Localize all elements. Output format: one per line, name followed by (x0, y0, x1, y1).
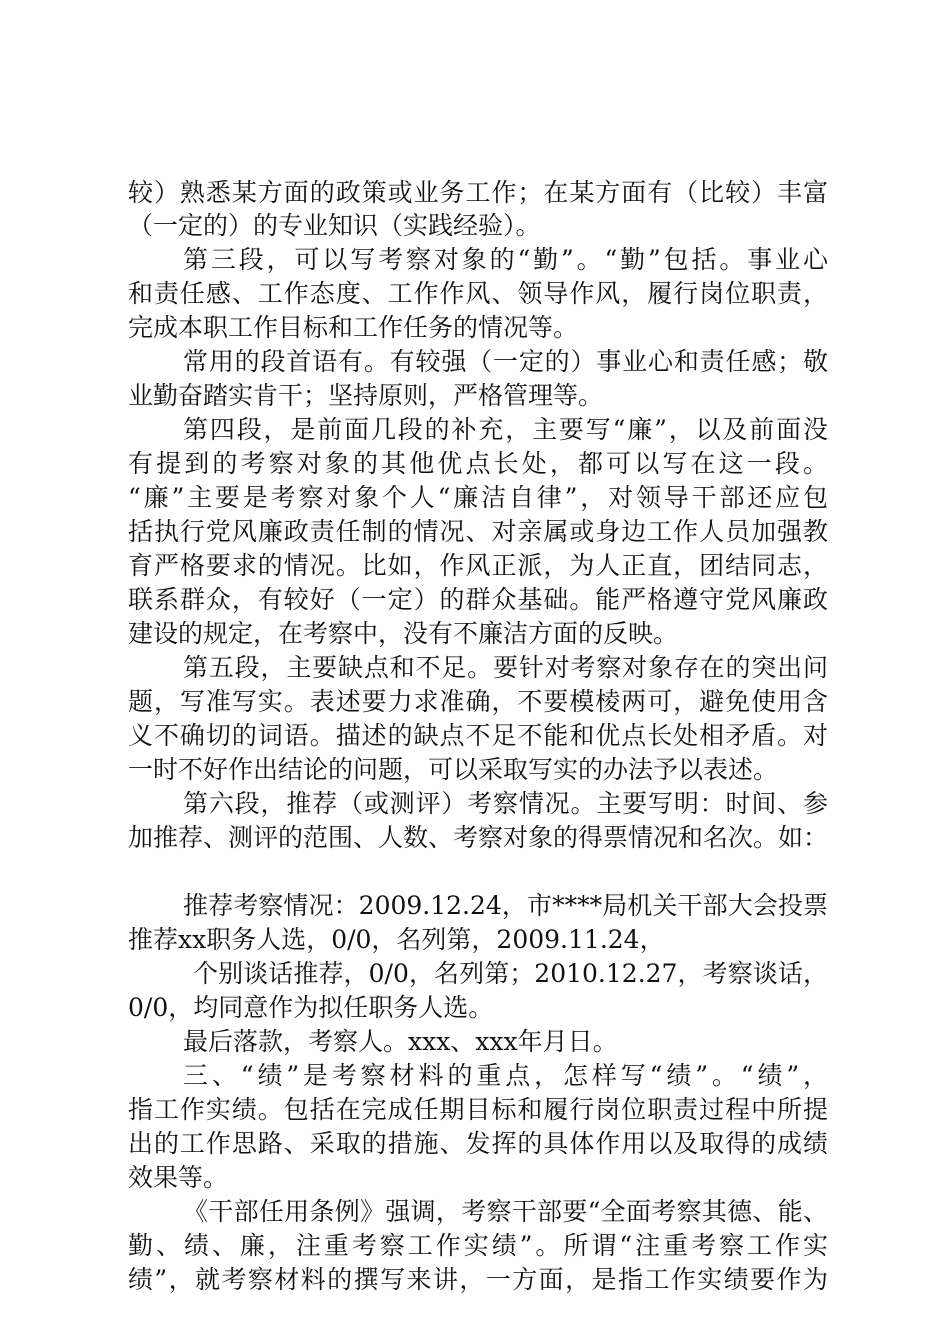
text-line: 第四段，是前面几段的补充，主要写“廉”，以及前面没 (183, 415, 828, 444)
text-line: 第三段，可以写考察对象的“勤”。“勤”包括。事业心 (183, 245, 828, 274)
text-line: 一时不好作出结论的问题，可以采取写实的办法予以表述。 (128, 755, 779, 784)
text-line: 有提到的考察对象的其他优点长处，都可以写在这一段。 (128, 449, 828, 478)
text-line: 义不确切的词语。描述的缺点不足不能和优点长处相矛盾。对 (128, 721, 828, 750)
text-line: 建设的规定，在考察中，没有不廉洁方面的反映。 (128, 619, 679, 648)
text-line: （一定的）的专业知识（实践经验）。 (128, 211, 541, 240)
text-line: 育严格要求的情况。比如，作风正派，为人正直，团结同志， (128, 551, 828, 580)
text-line: 括执行党风廉政责任制的情况、对亲属或身边工作人员加强教 (128, 517, 828, 546)
text-line: 加推荐、测评的范围、人数、考察对象的得票情况和名次。如： (128, 823, 829, 852)
text-line: 出的工作思路、采取的措施、发挥的具体作用以及取得的成绩 (128, 1129, 828, 1158)
text-line: 绩”，就考察材料的撰写来讲，一方面，是指工作实绩要作为 (128, 1265, 828, 1294)
text-line: 和责任感、工作态度、工作作风、领导作风，履行岗位职责， (128, 279, 828, 308)
text-line: 常用的段首语有。有较强（一定的）事业心和责任感；敬 (183, 347, 828, 376)
text-line: 推荐考察情况：2009.12.24，市****局机关干部大会投票 (183, 891, 828, 920)
text-line: 业勤奋踏实肯干；坚持原则，严格管理等。 (128, 381, 604, 410)
text-line: 效果等。 (128, 1163, 229, 1192)
text-line: 推荐xx职务人选，0/0，名列第，2009.11.24， (128, 925, 665, 954)
text-line: 第五段，主要缺点和不足。要针对考察对象存在的突出问 (183, 653, 828, 682)
text-line: 联系群众，有较好（一定）的群众基础。能严格遵守党风廉政 (128, 585, 828, 614)
text-line: 最后落款，考察人。xxx、xxx年月日。 (183, 1027, 618, 1056)
text-line: 《干部任用条例》强调，考察干部要“全面考察其德、能、 (183, 1197, 828, 1226)
text-line: 指工作实绩。包括在完成任期目标和履行岗位职责过程中所提 (128, 1095, 828, 1124)
text-line: 完成本职工作目标和工作任务的情况等。 (128, 313, 579, 342)
text-line: 勤、绩、廉，注重考察工作实绩”。所谓“注重考察工作实 (128, 1231, 828, 1260)
text-line: 较）熟悉某方面的政策或业务工作；在某方面有（比较）丰富 (128, 178, 828, 207)
text-line: 0/0，均同意作为拟任职务人选。 (128, 993, 494, 1022)
text-line: 三、“绩”是考察材料的重点，怎样写“绩”。“绩”， (183, 1061, 828, 1090)
text-line: “廉”主要是考察对象个人“廉洁自律”，对领导干部还应包 (128, 483, 828, 512)
text-line: 题，写准写实。表述要力求准确，不要模棱两可，避免使用含 (128, 687, 828, 716)
text-line: 个别谈话推荐，0/0，名列第；2010.12.27，考察谈话， (193, 959, 828, 988)
text-line: 第六段，推荐（或测评）考察情况。主要写明：时间、参 (183, 789, 828, 818)
